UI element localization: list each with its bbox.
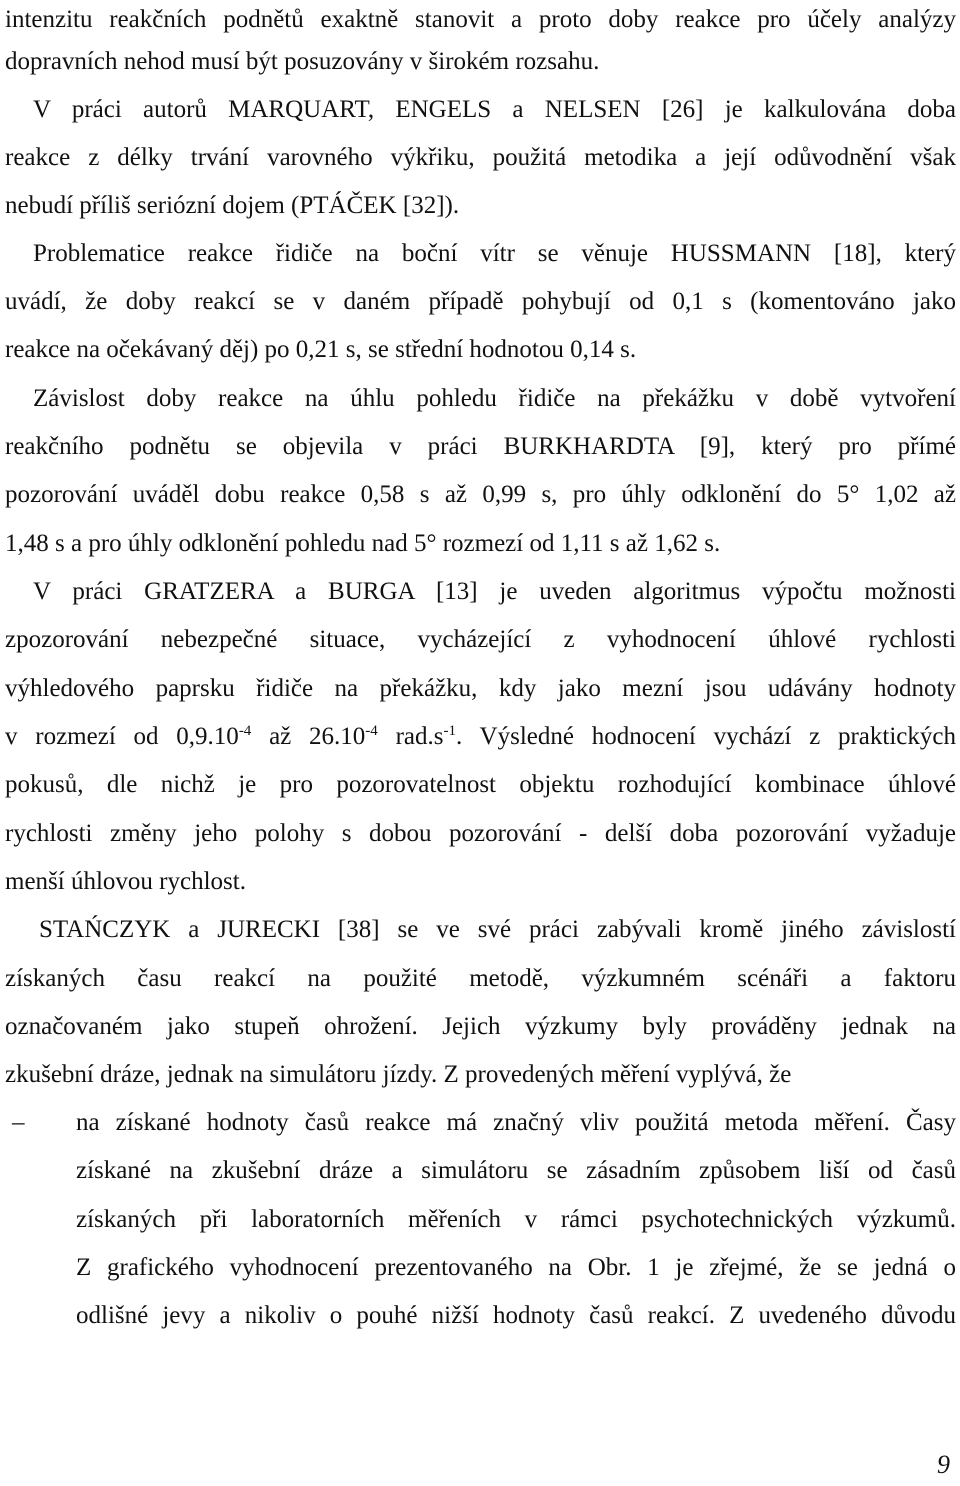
text-fragment: až 26.10 [251,723,366,750]
text-line: výhledového paprsku řidiče na překážku, kdy jako mezní jsou udávány hodnoty [5,675,956,702]
text-line-with-superscripts [5,713,956,761]
text-line: V práci autorů MARQUART, ENGELS a NELSEN [26] je kalkulována doba [33,96,956,123]
text-line: 1,48 s a pro úhly odklonění pohledu nad 5° rozmezí od 1,11 s až 1,62 s. [5,530,721,557]
text-line: uvádí, že doby reakcí se v daném případě pohybují od 0,1 s (komentováno jako [5,288,956,315]
text-line: Závislost doby reakce na úhlu pohledu řidiče na překážku v době vytvoření [33,385,956,412]
text-line: reakce na očekávaný děj) po 0,21 s, se střední hodnotou 0,14 s. [5,336,637,363]
page-number: 9 [937,1450,950,1479]
bullet-text-line: získané na zkušební dráze a simulátoru se zásadním způsobem liší od časů [76,1157,956,1184]
superscript: -4 [238,723,252,739]
text-fragment: . Výsledné hodnocení vychází z praktických [455,723,956,750]
bullet-dash: – [12,1109,25,1136]
text-line: rychlosti změny jeho polohy s dobou pozorování - delší doba pozorování vyžaduje [5,820,956,847]
bullet-text-line: odlišné jevy a nikoliv o pouhé nižší hodnoty časů reakcí. Z uvedeného důvodu [76,1302,956,1329]
text-line: reakčního podnětu se objevila v práci BURKHARDTA [9], který pro přímé [5,433,956,460]
bullet-text-line: Z grafického vyhodnocení prezentovaného na Obr. 1 je zřejmé, že se jedná o [76,1254,956,1281]
text-line: intenzitu reakčních podnětů exaktně stanovit a proto doby reakce pro účely analýzy [5,6,956,33]
text-fragment: rad.s [377,723,444,750]
text-line: pozorování uváděl dobu reakce 0,58 s až 0,99 s, pro úhly odklonění do 5° 1,02 až [5,481,956,508]
text-fragment: v rozmezí od 0,9.10 [5,723,239,750]
text-line: získaných času reakcí na použité metodě, výzkumném scénáři a faktoru [5,965,956,992]
text-line: dopravních nehod musí být posuzovány v širokém rozsahu. [5,48,600,75]
text-line: V práci GRATZERA a BURGA [13] je uveden algoritmus výpočtu možnosti [33,578,956,605]
text-line: zkušební dráze, jednak na simulátoru jízdy. Z provedených měření vyplývá, že [5,1061,792,1088]
text-line: pokusů, dle nichž je pro pozorovatelnost objektu rozhodující kombinace úhlové [5,771,956,798]
text-line: menší úhlovou rychlost. [5,868,246,895]
text-line: nebudí příliš seriózní dojem (PTÁČEK [32]). [5,192,460,219]
text-line: Problematice reakce řidiče na boční vítr se věnuje HUSSMANN [18], který [33,240,956,267]
bullet-text-line: získaných při laboratorních měřeních v rámci psychotechnických výzkumů. [76,1206,956,1233]
superscript: -4 [365,723,378,739]
text-line: zpozorování nebezpečné situace, vycházející z vyhodnocení úhlové rychlosti [5,626,956,653]
bullet-text-line: na získané hodnoty časů reakce má značný vliv použitá metoda měření. Časy [76,1109,956,1136]
superscript: -1 [443,723,456,739]
text-line: STAŃCZYK a JURECKI [38] se ve své práci zabývali kromě jiného závislostí [39,916,956,943]
text-line: označovaném jako stupeň ohrožení. Jejich výzkumy byly prováděny jednak na [5,1013,956,1040]
text-line: reakce z délky trvání varovného výkřiku, použitá metodika a její odůvodnění však [5,144,956,171]
